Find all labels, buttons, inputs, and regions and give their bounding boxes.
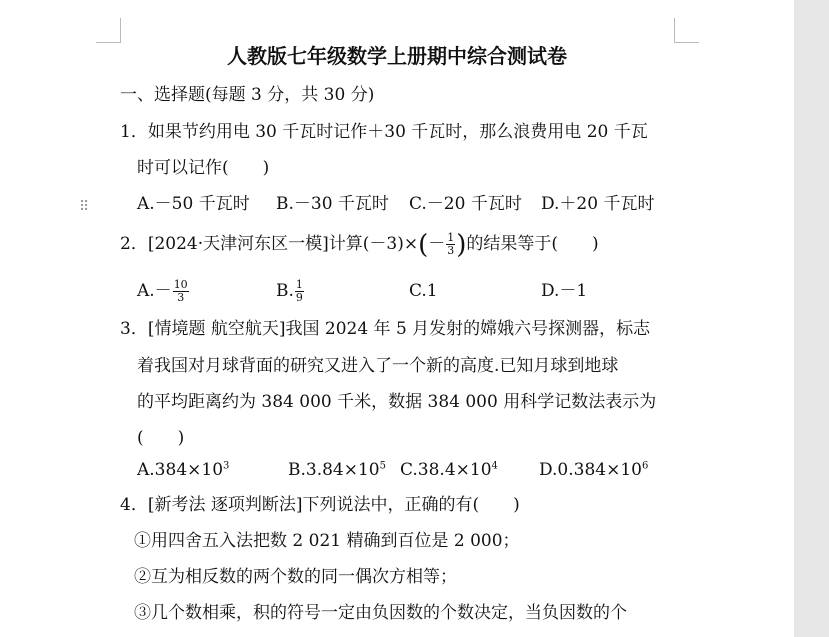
q4-statement-2: ②互为相反数的两个数的同一偶次方相等； — [134, 567, 457, 587]
q3-line2: 着我国对月球背面的研究又进入了一个新的高度.已知月球到地球 — [137, 356, 619, 376]
q2-option-a-numerator: 10 — [173, 278, 188, 291]
crop-mark-top-left — [96, 18, 121, 43]
crop-mark-top-right — [674, 18, 699, 43]
page-gutter — [794, 0, 829, 637]
q3-option-b — [288, 459, 386, 481]
q3-line4: ( ) — [137, 428, 185, 448]
q4-line1: 4．[新考法 逐项判断法]下列说法中，正确的有( ) — [120, 495, 520, 515]
q1-line2: 时可以记作( ) — [137, 158, 270, 178]
q1-option-d: D.＋20 千瓦时 — [541, 194, 655, 214]
q2-paren-close: ) — [456, 230, 467, 260]
q3-option-d-base: D.0.384×10 — [539, 460, 642, 480]
q2-suffix: 的结果等于( ) — [466, 234, 599, 254]
q3-option-a-exponent: 3 — [223, 460, 230, 472]
q3-line3: 的平均距离约为 384 000 千米，数据 384 000 用科学记数法表示为 — [137, 392, 657, 412]
q2-minus: － — [428, 234, 446, 254]
q2-option-c: C.1 — [409, 281, 438, 301]
q3-option-d — [539, 459, 648, 481]
page-title: 人教版七年级数学上册期中综合测试卷 — [227, 44, 567, 68]
q2-option-b-numerator: 1 — [295, 278, 303, 291]
q3-line1: 3．[情境题 航空航天]我国 2024 年 5 月发射的嫦娥六号探测器，标志 — [120, 319, 651, 339]
q3-option-b-exponent: 5 — [379, 460, 386, 472]
q3-option-b-base: B.3.84×10 — [288, 460, 380, 480]
q4-statement-3: ③几个数相乘，积的符号一定由负因数的个数决定，当负因数的个 — [134, 603, 627, 623]
q2-fraction-denominator: 3 — [447, 244, 455, 257]
q3-option-a — [137, 459, 229, 481]
q2-option-a-fraction — [173, 279, 189, 304]
q2-paren-open: ( — [418, 230, 429, 260]
drag-handle-icon[interactable]: ⠿ — [79, 199, 90, 215]
section-heading: 一、选择题(每题 3 分，共 30 分) — [120, 85, 375, 105]
q3-option-a-base: A.384×10 — [137, 460, 224, 480]
q1-line1: 1．如果节约用电 30 千瓦时记作＋30 千瓦时，那么浪费用电 20 千瓦 — [120, 122, 648, 142]
q2-option-a-denominator: 3 — [177, 291, 185, 304]
q2-option-d: D.－1 — [541, 281, 588, 301]
q2-prefix: 2．[2024·天津河东区一模]计算(－3)× — [120, 234, 419, 254]
q2-option-a-prefix: A.－ — [137, 281, 172, 301]
q4-statement-1: ①用四舍五入法把数 2 021 精确到百位是 2 000； — [134, 531, 520, 551]
q2-fraction-numerator: 1 — [447, 231, 455, 244]
q1-option-c: C.－20 千瓦时 — [409, 194, 522, 214]
q3-option-d-exponent: 6 — [641, 460, 649, 472]
q2-option-b-denominator: 9 — [295, 291, 303, 304]
q2-line1 — [120, 230, 599, 260]
q3-option-c-exponent: 4 — [491, 460, 498, 472]
q2-option-b-fraction — [295, 279, 304, 304]
q2-option-b — [276, 279, 305, 304]
q3-option-c — [400, 459, 498, 481]
q1-option-b: B.－30 千瓦时 — [276, 194, 389, 214]
q2-fraction — [446, 232, 455, 257]
q2-option-b-prefix: B. — [276, 281, 294, 301]
q1-option-a: A.－50 千瓦时 — [137, 194, 250, 214]
q3-option-c-base: C.38.4×10 — [400, 460, 492, 480]
q2-option-a — [137, 279, 190, 304]
